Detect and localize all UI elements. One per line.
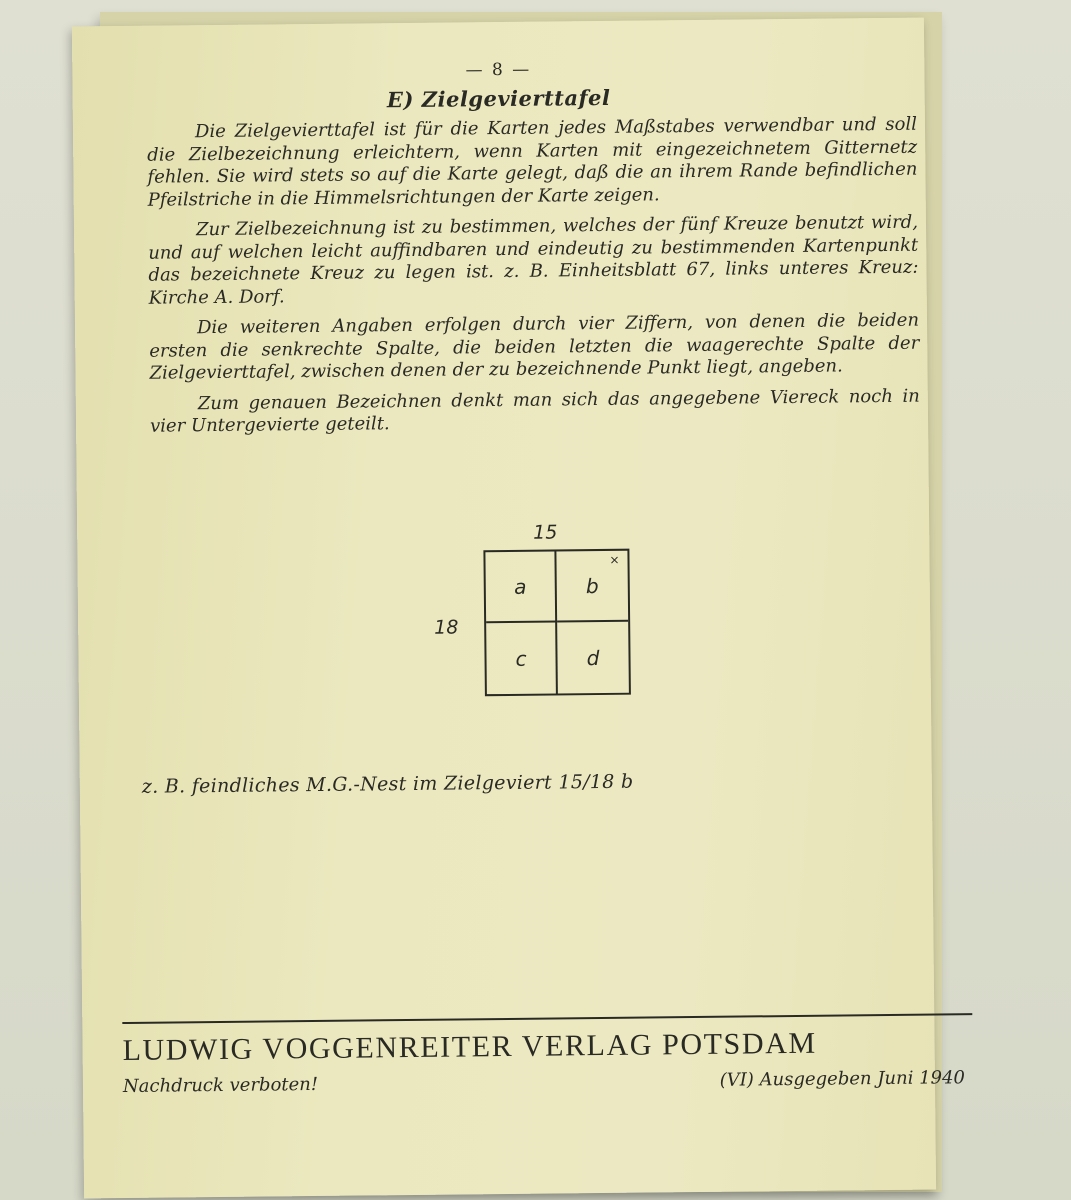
target-marker-icon: × [609, 552, 620, 567]
paragraph-4: Zum genauen Bezeichnen denkt man sich das angegebene Viereck noch in vier Untergevierte geteilt. [149, 385, 920, 437]
target-grid-diagram [407, 520, 669, 713]
grid-cell-b [556, 551, 628, 623]
grid-cell-a [485, 551, 557, 623]
page-number: — 8 — [465, 59, 532, 81]
grid-square [483, 549, 631, 697]
example-caption: z. B. feindliches M.G.-Nest im Zielgeviert 15/18 b [141, 770, 634, 798]
cell-label: b [585, 573, 599, 598]
cell-label: d [586, 645, 600, 670]
grid-cell-c [486, 622, 558, 694]
booklet-page [72, 18, 966, 1199]
column-label: 15 [533, 521, 558, 544]
publisher-name: LUDWIG VOGGENREITER VERLAG POTSDAM [122, 1026, 817, 1068]
reprint-notice: Nachdruck verboten! [122, 1073, 319, 1098]
edition-note: (VI) Ausgegeben Juni 1940 [719, 1067, 966, 1091]
section-title: E) Zielgevierttafel [386, 84, 611, 113]
cell-label: a [514, 574, 527, 599]
footer-divider [122, 1013, 972, 1024]
grid-cell-d [557, 622, 629, 694]
cell-label: c [515, 646, 527, 671]
paragraph-1: Die Zielgevierttafel ist für die Karten jedes Maßstabes verwendbar und soll die Zielbezeichnung erleichtern, wenn Karten mit eingezeichnetem Gitternetz fehlen. Sie wird stets so auf die Karte gelegt, daß die an ihrem Rande befindlichen Pfeilstriche in die Himmelsrichtungen der Karte zeigen. [147, 113, 918, 211]
paragraph-2: Zur Zielbezeichnung ist zu bestimmen, welches der fünf Kreuze benutzt wird, und auf welchen leicht auffindbaren und eindeutig zu bestimmenden Kartenpunkt das bezeichnete Kreuz zu legen ist. z. B. Einheitsblatt 67, links unteres Kreuz: Kirche A. Dorf. [148, 211, 919, 309]
body-text [147, 114, 920, 447]
paragraph-3: Die weiteren Angaben erfolgen durch vier Ziffern, von denen die beiden ersten die senkrechte Spalte, die beiden letzten die waagerechte Spalte der Zielgevierttafel, zwischen denen der zu bezeichnende Punkt liegt, angeben. [149, 309, 920, 384]
row-label: 18 [434, 616, 459, 639]
